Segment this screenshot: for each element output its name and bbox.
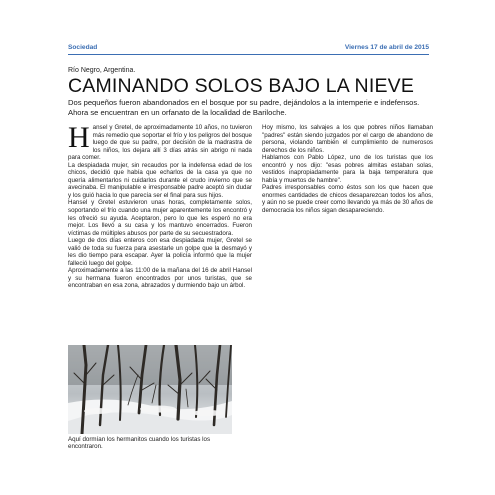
paragraph-3: Hansel y Gretel estuvieron unas horas, completamente solos, soportando el frío cuando una mujer aparentemente los encontró y les ofreció su ayuda. Aceptaron, pero lo que les esperó no era mejor. Los llevó a su casa y los mantuvo encerrados. Fueron víctimas de múltiples abusos por parte de su secuestradora. xyxy=(68,199,252,237)
paragraph-5: Aproximadamente a las 11:00 de la mañana del 16 de abril Hansel y su hermana fueron encontrados por unos turistas, que se encontraban en esa zona, abrazados y durmiendo bajo un árbol. xyxy=(68,267,252,290)
article-subhead: Dos pequeños fueron abandonados en el bosque por su padre, dejándolos a la intemperie e indefensos. Ahora se encuentran en un orfanato de la localidad de Bariloche. xyxy=(68,98,420,118)
section-label: Sociedad xyxy=(68,44,98,51)
snowy-forest-illustration xyxy=(68,345,232,434)
issue-date: Viernes 17 de abril de 2015 xyxy=(344,44,429,51)
article-column-left xyxy=(68,121,252,290)
header-divider xyxy=(68,54,429,55)
photo-caption: Aquí dormían los hermanitos cuando los turistas los encontraron. xyxy=(68,436,211,451)
paragraph-1 xyxy=(68,121,252,162)
paragraph-7: Hablamos con Pablo López, uno de los turistas que los encontró y nos dijo: "esas pobres almitas estaban solas, vestidos inapropiadamente para la baja temperatura que había y muertos de hambre". xyxy=(262,154,433,184)
paragraph-6: Hoy mismo, los salvajes a los que pobres niños llamaban "padres" están siendo juzgados por el cargo de abandono de persona, violando también el cumplimiento de numerosos derechos de los niños. xyxy=(262,124,433,154)
article-dateline: Río Negro, Argentina. xyxy=(68,67,136,74)
article-headline: CAMINANDO SOLOS BAJO LA NIEVE xyxy=(68,75,415,97)
paragraph-2: La despiadada mujer, sin recaudos por la indefensa edad de los chicos, decidió que había que echarlos de la casa ya que no quería alimentarlos ni cuidarlos durante el crudo invierno que se avecinaba. El manipulable e irresponsable padre aceptó sin dudar y los guió hacia lo que parecía ser el final para sus hijos. xyxy=(68,161,252,199)
paragraph-4: Luego de dos días enteros con esa despiadada mujer, Gretel se valió de toda su fuerza para asestarle un golpe que la desmayó y les dio tiempo para escapar. Ayer la policía informó que la mujer falleció luego del golpe. xyxy=(68,237,252,267)
paragraph-8: Padres irresponsables como éstos son los que hacen que enormes cantidades de chicos desaparezcan todos los años, y aún no se puede creer como llevando ya más de 30 años de democracia los niños sigan desapareciendo. xyxy=(262,184,433,215)
snowy-forest-photo xyxy=(68,345,232,434)
paragraph-1-text: ansel y Gretel, de aproximadamente 10 años, no tuvieron más remedio que soportar el frío y los peligros del bosque luego de que su padre, por decisión de la madrastra de los niños, los dejara allí 3 días atrás sin abrigo ni nada para comer. xyxy=(68,124,252,162)
article-column-right xyxy=(262,124,433,215)
drop-cap: H xyxy=(68,121,90,154)
